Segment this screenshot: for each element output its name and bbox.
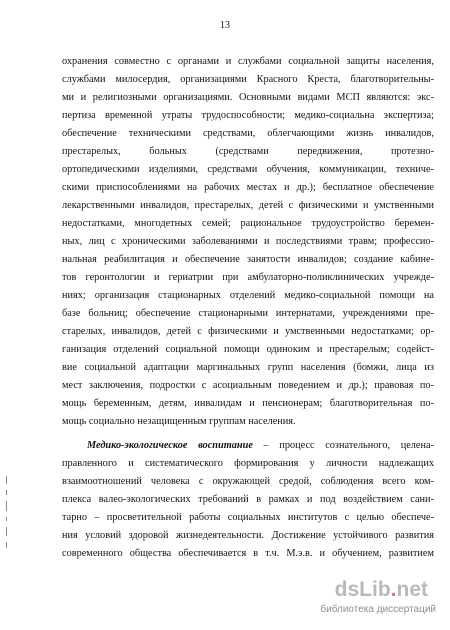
- watermark-subtitle: библиотека диссертаций: [320, 604, 436, 615]
- text-line: престарелых, больных (средствами передвижения, протезно-: [62, 146, 434, 157]
- paragraph-first-line: [87, 437, 434, 455]
- scan-edge-marks: [2, 470, 10, 610]
- watermark-logo: dsLib.net: [334, 578, 428, 601]
- text-line: ниях; организация стационарных отделений медико-социальной помощи на: [62, 290, 434, 301]
- text-line: мощь социально незащищенным группам населения.: [62, 416, 296, 427]
- text-line: нальная реабилитация и обеспечение занятости инвалидов; создание кабине-: [62, 254, 434, 265]
- text-line: базе больниц; обеспечение стационарными интернатами, учреждениями пре-: [62, 308, 434, 319]
- paragraph-first-line-rest: – процесс сознательного, целена-: [252, 440, 434, 451]
- text-line: скими приспособлениями на рабочих местах и др.); бесплатное обеспечение: [62, 182, 434, 193]
- watermark: [320, 578, 436, 620]
- text-line: мест заключения, подростки с асоциальным поведением и др.); правовая по-: [62, 380, 434, 391]
- text-line: вие социальной адаптации маргинальных групп населения (бомжи, лица из: [62, 362, 434, 373]
- text-line: недостатками, многодетных семей; рациональное трудоустройство беремен-: [62, 218, 434, 229]
- text-line: старелых, инвалидов, детей с физическими и умственными недостатками; ор-: [62, 326, 434, 337]
- text-line: ми и религиозными организациями. Основными видами МСП являются: экс-: [62, 92, 434, 103]
- text-line: ных, лиц с хроническими заболеваниями и последствиями травм; профессио-: [62, 236, 434, 247]
- text-line: пертиза временной утраты трудоспособности; медико-социальна экспертиза;: [62, 110, 434, 121]
- text-line: охранения совместно с органами и службами социальной защиты населения,: [62, 56, 434, 67]
- text-line: тов геронтологии и гериатрии при амбулаторно-поликлинических учрежде-: [62, 272, 434, 283]
- text-line: ганизация отделений социальной помощи одиноким и престарелым; содейст-: [62, 344, 434, 355]
- text-line: взаимоотношений человека с окружающей средой, соблюдения всего ком-: [62, 476, 434, 487]
- text-line: ния условий здоровой жизнедеятельности. Достижение устойчивого развития: [62, 530, 434, 541]
- page-number: 13: [220, 20, 230, 31]
- defined-term: Медико-экологическое воспитание: [87, 440, 253, 451]
- text-line: современного общества обеспечивается в т.ч. М.э.в. и обучением, развитием: [62, 548, 434, 559]
- text-line: мощь беременным, детям, инвалидам и пенсионерам; благотворительная по-: [62, 398, 434, 409]
- text-line: обеспечение техническими средствами, облегчающими жизнь инвалидов,: [62, 128, 434, 139]
- text-line: плекса валео-экологических требований в рамках и под воздействием сани-: [62, 494, 434, 505]
- text-line: ортопедическими изделиями, средствами обучения, коммуникации, техниче-: [62, 164, 434, 175]
- text-line: правленного и систематического формирования у личности надлежащих: [62, 458, 434, 469]
- text-line: службами милосердия, организациями Красного Креста, благотворительны-: [62, 74, 434, 85]
- text-line: тарно – просветительной работы социальных институтов с целью обеспече-: [62, 512, 434, 523]
- text-line: лекарственными инвалидов, престарелых, детей с физическими и умственными: [62, 200, 434, 211]
